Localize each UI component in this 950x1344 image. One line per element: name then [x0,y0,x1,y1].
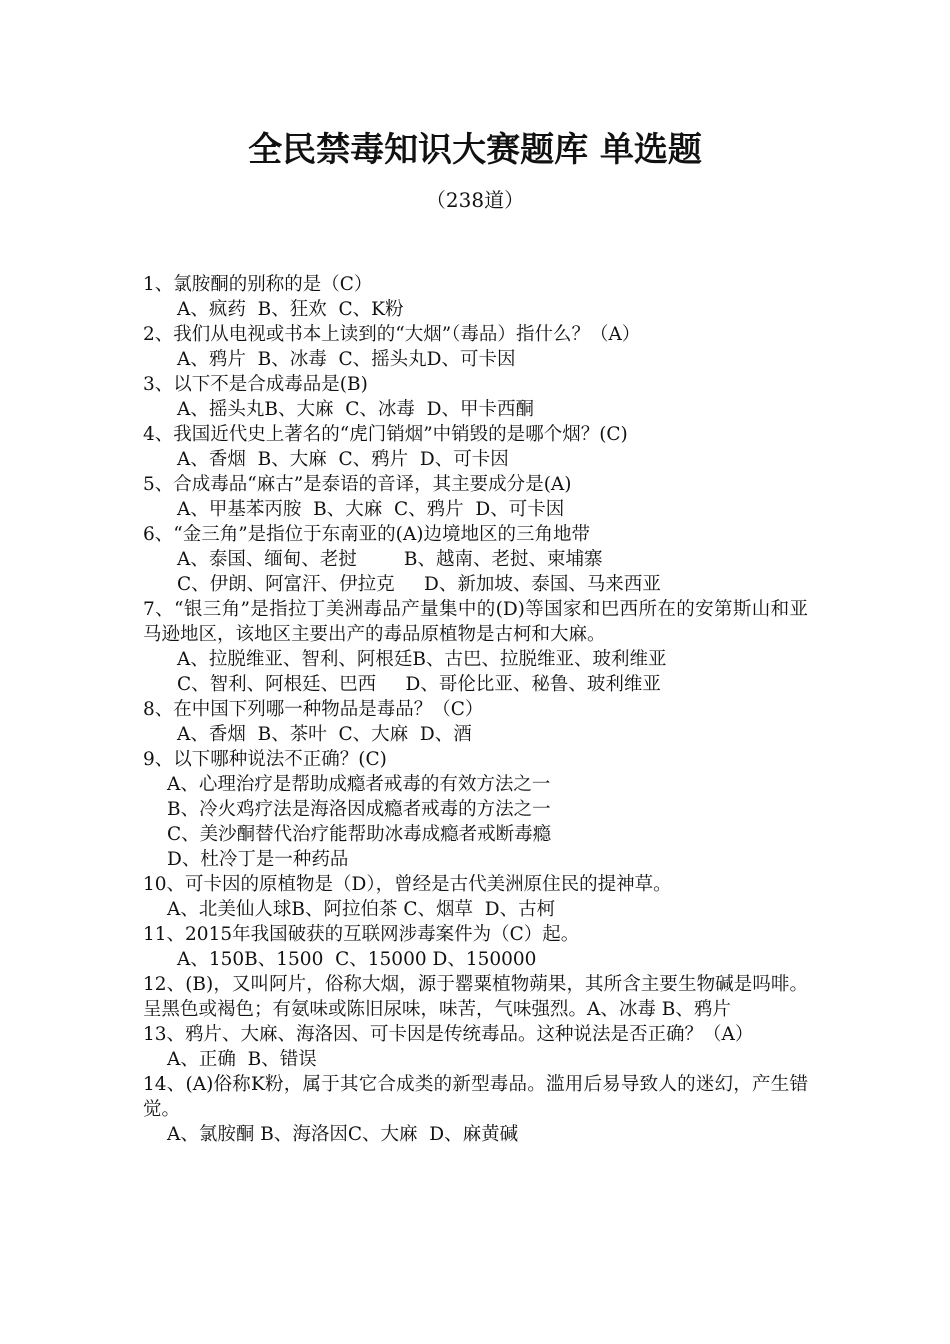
question-12: 12、(B)，又叫阿片，俗称大烟，源于罂粟植物蒴果，其所含主要生物碱是吗啡。呈黑色或褐色；有氨味或陈旧尿味，味苦，气味强烈。A、冰毒 B、鸦片 [143,974,808,1020]
question-9-option-b: B、冷火鸡疗法是海洛因成瘾者戒毒的方法之一 [167,799,551,820]
question-6-options-ab: A、泰国、缅甸、老挝 B、越南、老挝、柬埔寨 [177,549,603,570]
question-10-options: A、北美仙人球B、阿拉伯茶 C、烟草 D、古柯 [167,899,556,920]
question-6-options-cd: C、伊朗、阿富汗、伊拉克 D、新加坡、泰国、马来西亚 [177,574,661,595]
question-11-options: A、150B、1500 C、15000 D、150000 [177,949,537,970]
question-1-options: A、疯药 B、狂欢 C、K粉 [177,299,404,320]
question-7: 7、“银三角”是指拉丁美洲毒品产量集中的(D)等国家和巴西所在的安第斯山和亚马逊地区，该地区主要出产的毒品原植物是古柯和大麻。 [143,599,808,645]
question-3-options: A、摇头丸B、大麻 C、冰毒 D、甲卡西酮 [177,399,534,420]
question-5-options: A、甲基苯丙胺 B、大麻 C、鸦片 D、可卡因 [177,499,565,520]
question-9: 9、以下哪种说法不正确？(C) [143,749,387,770]
question-2: 2、我们从电视或书本上读到的“大烟”（毒品）指什么？（A） [143,324,641,345]
question-11: 11、2015年我国破获的互联网涉毒案件为（C）起。 [143,924,580,945]
question-7-options-cd: C、智利、阿根廷、巴西 D、哥伦比亚、秘鲁、玻利维亚 [177,674,661,695]
document-subtitle: （238道） [425,188,525,212]
question-7-options-ab: A、拉脱维亚、智利、阿根廷B、古巴、拉脱维亚、玻利维亚 [177,649,667,670]
question-5: 5、合成毒品“麻古”是泰语的音译，其主要成分是(A) [143,474,572,495]
question-9-option-a: A、心理治疗是帮助成瘾者戒毒的有效方法之一 [167,774,551,795]
question-8: 8、在中国下列哪一种物品是毒品？（C） [143,699,484,720]
question-13: 13、鸦片、大麻、海洛因、可卡因是传统毒品。这种说法是否正确？（A） [143,1024,754,1045]
question-4: 4、我国近代史上著名的“虎门销烟”中销毁的是哪个烟？(C) [143,424,628,445]
question-10: 10、可卡因的原植物是（D），曾经是古代美洲原住民的提神草。 [143,874,672,895]
document-title: 全民禁毒知识大赛题库 单选题 [248,130,702,170]
question-list [143,272,808,1147]
question-14: 14、(A)俗称K粉，属于其它合成类的新型毒品。滥用后易导致人的迷幻，产生错觉。 [143,1074,808,1120]
question-1: 1、氯胺酮的别称的是（C） [143,274,373,295]
question-4-options: A、香烟 B、大麻 C、鸦片 D、可卡因 [177,449,509,470]
question-6: 6、“金三角”是指位于东南亚的(A)边境地区的三角地带 [143,524,590,545]
question-14-options: A、氯胺酮 B、海洛因C、大麻 D、麻黄碱 [167,1124,519,1145]
question-9-option-d: D、杜冷丁是一种药品 [167,849,349,870]
question-13-options: A、正确 B、错误 [167,1049,317,1070]
question-8-options: A、香烟 B、茶叶 C、大麻 D、酒 [177,724,472,745]
question-2-options: A、鸦片 B、冰毒 C、摇头丸D、可卡因 [177,349,516,370]
question-3: 3、以下不是合成毒品是(B) [143,374,368,395]
question-9-option-c: C、美沙酮替代治疗能帮助冰毒成瘾者戒断毒瘾 [167,824,552,845]
